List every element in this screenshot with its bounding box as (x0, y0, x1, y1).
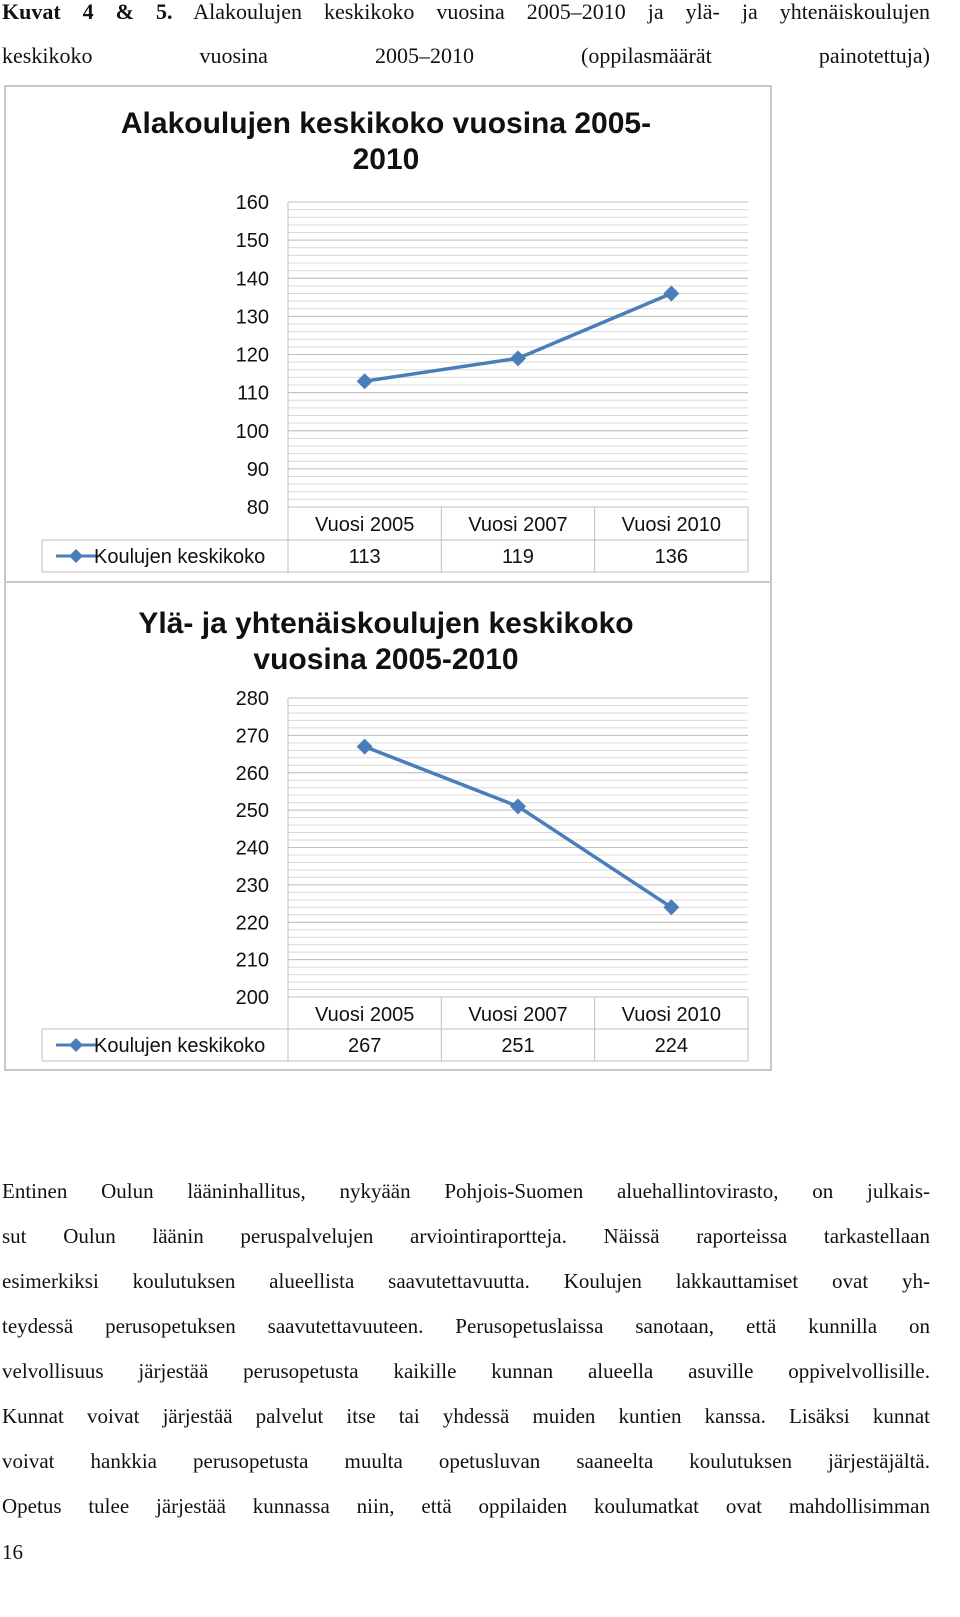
caption-line-2: keskikoko vuosina 2005–2010 (oppilasmäärät painotettuja) (2, 43, 930, 68)
body-line: velvollisuus järjestää perusopetusta kaikille kunnan alueella asuville oppivelvollisille. (2, 1359, 930, 1383)
x-category-label: Vuosi 2007 (468, 1004, 568, 1026)
data-table-value: 119 (502, 546, 534, 568)
figure-caption (2, 0, 930, 78)
legend-series-name: Koulujen keskikoko (94, 1035, 266, 1057)
y-tick-label: 270 (235, 725, 269, 748)
y-tick-label: 110 (237, 382, 269, 405)
y-tick-label: 130 (235, 306, 269, 329)
data-point (510, 350, 526, 366)
y-tick-label: 80 (246, 497, 269, 519)
body-line: Entinen Oulun lääninhallitus, nykyään Pohjois-Suomen aluehallintovirasto, on julkais- (2, 1179, 930, 1203)
data-point (357, 739, 373, 755)
page-number: 16 (2, 1540, 23, 1564)
data-table-value: 251 (501, 1035, 535, 1057)
data-table-value: 267 (347, 1035, 382, 1057)
y-tick-label: 140 (235, 268, 269, 291)
y-tick-label: 160 (235, 192, 269, 214)
y-tick-label: 120 (235, 344, 269, 367)
chart-ylakoulut (4, 581, 772, 1071)
chart-alakoulut-svg (6, 87, 774, 585)
chart-title: vuosina 2005-2010 (253, 643, 519, 676)
y-tick-label: 230 (235, 874, 269, 897)
y-tick-label: 150 (235, 230, 269, 253)
caption-line-1 (2, 0, 930, 34)
y-tick-label: 100 (235, 420, 269, 443)
legend-series-name: Koulujen keskikoko (94, 546, 266, 568)
chart-title: 2010 (352, 143, 420, 176)
series-line (365, 294, 672, 382)
body-line: teydessä perusopetuksen saavutettavuuteen. Perusopetuslaissa sanotaan, että kunnilla on (2, 1314, 930, 1338)
body-text (2, 1169, 930, 1529)
chart-ylakoulut-svg (6, 583, 774, 1073)
caption-label: Kuvat 4 & 5. (2, 0, 173, 24)
y-tick-label: 280 (235, 688, 269, 710)
body-line: esimerkiksi koulutuksen alueellista saavutettavuutta. Koulujen lakkauttamiset ovat yh- (2, 1269, 930, 1293)
series-line (365, 747, 672, 908)
chart-title: Ylä- ja yhtenäiskoulujen keskikoko (138, 607, 634, 640)
legend-marker (69, 549, 83, 563)
chart-alakoulut (4, 85, 772, 583)
legend-marker (69, 1038, 83, 1052)
caption-line-1-text: Alakoulujen keskikoko vuosina 2005–2010 ja ylä- ja yhtenäiskoulujen (172, 0, 930, 24)
y-tick-label: 240 (235, 837, 269, 860)
data-point (663, 286, 679, 302)
y-tick-label: 90 (246, 458, 269, 481)
y-tick-label: 260 (235, 762, 269, 785)
x-category-label: Vuosi 2010 (621, 514, 722, 536)
y-tick-label: 250 (235, 800, 269, 823)
body-line: Opetus tulee järjestää kunnassa niin, että oppilaiden koulumatkat ovat mahdollisimman (2, 1494, 930, 1518)
y-tick-label: 210 (235, 949, 269, 972)
x-category-label: Vuosi 2010 (621, 1004, 722, 1026)
y-tick-label: 220 (235, 912, 269, 935)
x-category-label: Vuosi 2007 (468, 514, 568, 536)
x-category-label: Vuosi 2005 (314, 1004, 415, 1026)
body-line: voivat hankkia perusopetusta muulta opetusluvan saaneelta koulutuksen järjestäjältä. (2, 1449, 930, 1473)
data-table-value: 136 (654, 546, 689, 568)
data-table-value: 224 (654, 1035, 689, 1057)
chart-title: Alakoulujen keskikoko vuosina 2005- (120, 107, 652, 140)
x-category-label: Vuosi 2005 (314, 514, 415, 536)
body-line: sut Oulun läänin peruspalvelujen arviointiraportteja. Näissä raporteissa tarkastellaan (2, 1224, 930, 1248)
body-line: Kunnat voivat järjestää palvelut itse tai yhdessä muiden kuntien kanssa. Lisäksi kunnat (2, 1404, 930, 1428)
data-table-value: 113 (348, 546, 381, 568)
data-point (357, 373, 373, 389)
y-tick-label: 200 (235, 987, 269, 1009)
